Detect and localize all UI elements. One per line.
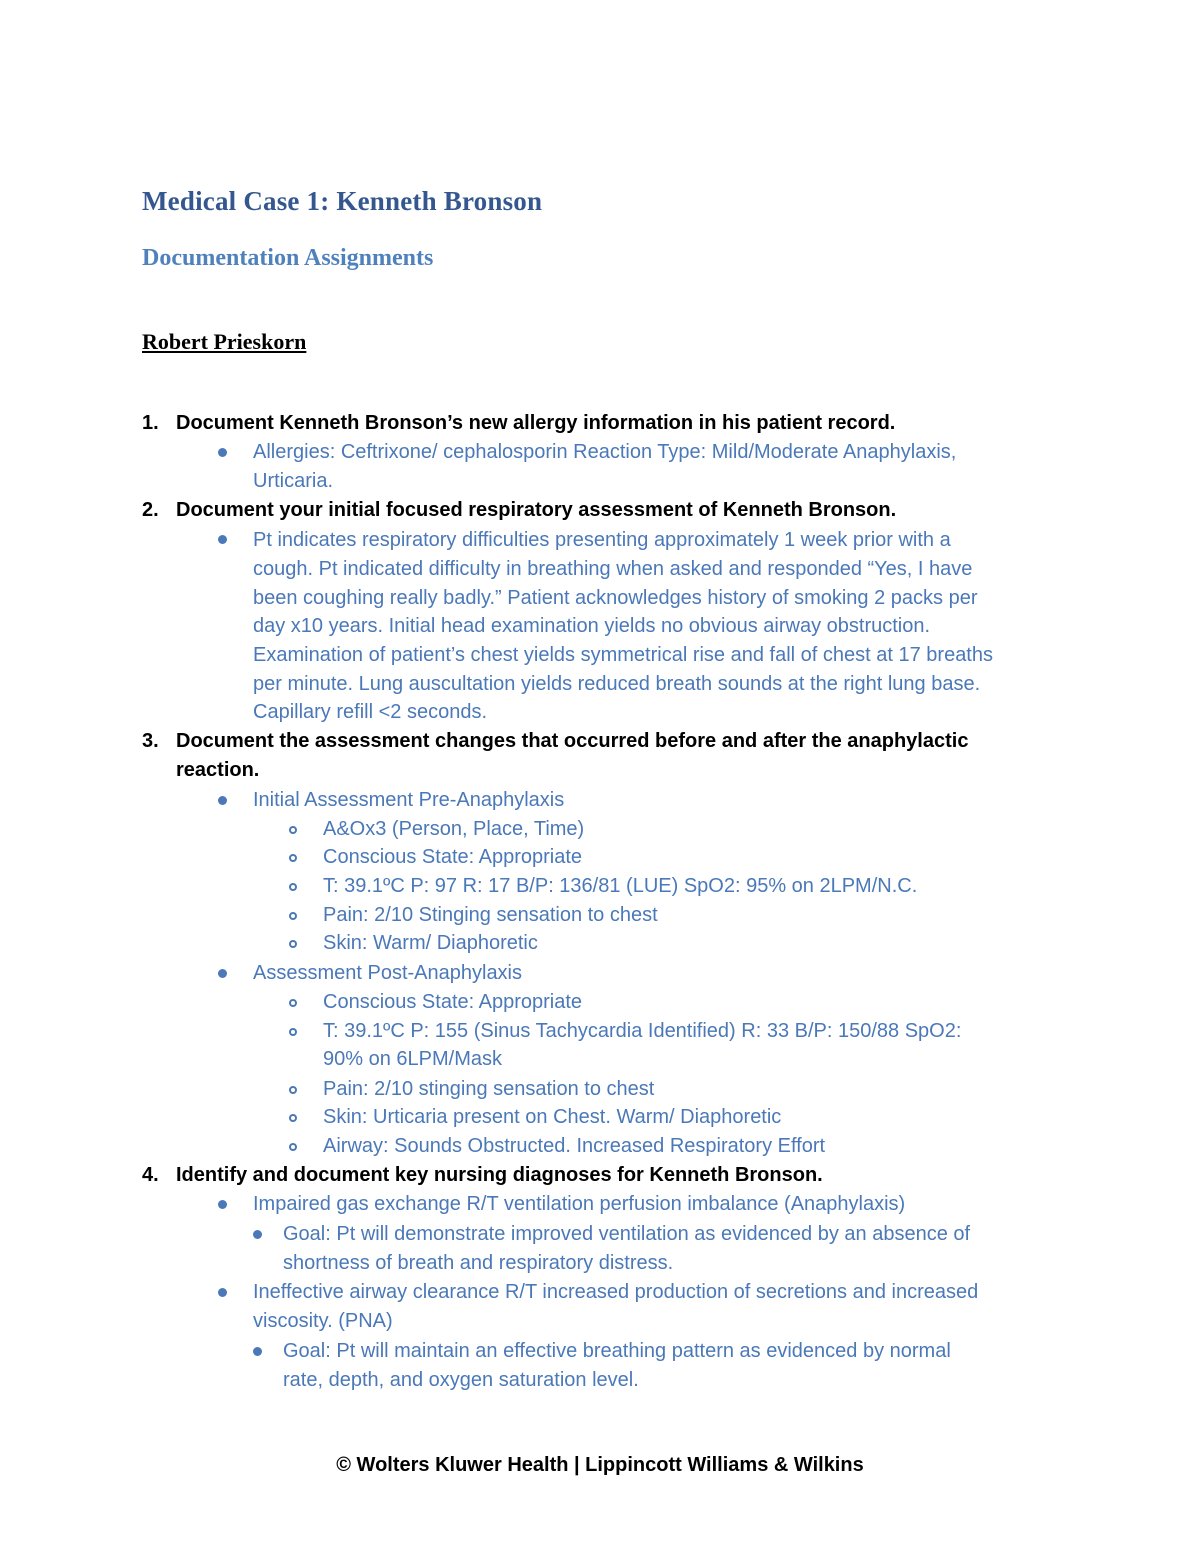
diagnosis-line: viscosity. (PNA) <box>253 1310 393 1332</box>
assessment-item: A&Ox3 (Person, Place, Time) <box>323 818 585 840</box>
answer-line: Urticaria. <box>253 470 334 492</box>
goal-line: Goal: Pt will demonstrate improved ventilation as evidenced by an absence of <box>283 1223 971 1245</box>
diagnosis-line: Impaired gas exchange R/T ventilation perfusion imbalance (Anaphylaxis) <box>253 1193 906 1215</box>
assessment-item: Skin: Urticaria present on Chest. Warm/ Diaphoretic <box>323 1106 782 1128</box>
answer-line: Allergies: Ceftrixone/ cephalosporin Reaction Type: Mild/Moderate Anaphylaxis, <box>253 441 957 463</box>
circle-bullet-icon <box>289 1086 297 1094</box>
bullet-icon <box>218 448 227 457</box>
answer-line: Capillary refill <2 seconds. <box>253 701 487 723</box>
bullet-icon <box>218 535 227 544</box>
circle-bullet-icon <box>289 912 297 920</box>
answer-line: Examination of patient’s chest yields symmetrical rise and fall of chest at 17 breaths <box>253 644 993 666</box>
answer-line: per minute. Lung auscultation yields reduced breath sounds at the right lung base. <box>253 673 981 695</box>
circle-bullet-icon <box>289 1028 297 1036</box>
bullet-icon <box>218 1288 227 1297</box>
assessment-item: Conscious State: Appropriate <box>323 991 583 1013</box>
question-text: Identify and document key nursing diagnoses for Kenneth Bronson. <box>176 1164 823 1186</box>
page-footer: © Wolters Kluwer Health | Lippincott Williams & Wilkins <box>336 1454 864 1476</box>
assessment-item: Airway: Sounds Obstructed. Increased Respiratory Effort <box>323 1135 826 1157</box>
assessment-item: T: 39.1ºC P: 155 (Sinus Tachycardia Identified) R: 33 B/P: 150/88 SpO2: <box>323 1020 962 1042</box>
question-number: 4. <box>142 1164 159 1186</box>
bullet-icon <box>253 1230 262 1239</box>
bullet-icon <box>218 969 227 978</box>
document-subtitle: Documentation Assignments <box>142 245 434 271</box>
assessment-item: T: 39.1ºC P: 97 R: 17 B/P: 136/81 (LUE) SpO2: 95% on 2LPM/N.C. <box>323 875 918 897</box>
bullet-icon <box>218 1200 227 1209</box>
circle-bullet-icon <box>289 1114 297 1122</box>
bullet-icon <box>253 1347 262 1356</box>
document-title: Medical Case 1: Kenneth Bronson <box>142 186 543 216</box>
assessment-item: Conscious State: Appropriate <box>323 846 583 868</box>
question-text: Document your initial focused respiratory assessment of Kenneth Bronson. <box>176 499 897 521</box>
bullet-icon <box>218 796 227 805</box>
diagnosis-line: Ineffective airway clearance R/T increased production of secretions and increased <box>253 1281 979 1303</box>
circle-bullet-icon <box>289 940 297 948</box>
assessment-item: 90% on 6LPM/Mask <box>323 1048 502 1070</box>
circle-bullet-icon <box>289 854 297 862</box>
answer-line: day x10 years. Initial head examination yields no obvious airway obstruction. <box>253 615 931 637</box>
question-text: Document the assessment changes that occurred before and after the anaphylactic <box>176 730 969 752</box>
answer-line: Pt indicates respiratory difficulties presenting approximately 1 week prior with a <box>253 529 951 551</box>
question-text: Document Kenneth Bronson’s new allergy information in his patient record. <box>176 412 896 434</box>
question-text: reaction. <box>176 759 260 781</box>
assessment-item: Pain: 2/10 Stinging sensation to chest <box>323 904 658 926</box>
assessment-item: Skin: Warm/ Diaphoretic <box>323 932 538 954</box>
goal-line: shortness of breath and respiratory distress. <box>283 1252 674 1274</box>
question-number: 2. <box>142 499 159 521</box>
answer-line: cough. Pt indicated difficulty in breathing when asked and responded “Yes, I have <box>253 558 973 580</box>
question-number: 1. <box>142 412 159 434</box>
assessment-item: Pain: 2/10 stinging sensation to chest <box>323 1078 655 1100</box>
circle-bullet-icon <box>289 1143 297 1151</box>
author-name: Robert Prieskorn <box>142 329 307 354</box>
circle-bullet-icon <box>289 826 297 834</box>
goal-line: Goal: Pt will maintain an effective breathing pattern as evidenced by normal <box>283 1340 951 1362</box>
assessment-heading: Initial Assessment Pre-Anaphylaxis <box>253 789 565 811</box>
answer-line: been coughing really badly.” Patient acknowledges history of smoking 2 packs per <box>253 587 978 609</box>
goal-line: rate, depth, and oxygen saturation level. <box>283 1369 639 1391</box>
question-number: 3. <box>142 730 159 752</box>
circle-bullet-icon <box>289 883 297 891</box>
circle-bullet-icon <box>289 999 297 1007</box>
assessment-heading: Assessment Post-Anaphylaxis <box>253 962 523 984</box>
